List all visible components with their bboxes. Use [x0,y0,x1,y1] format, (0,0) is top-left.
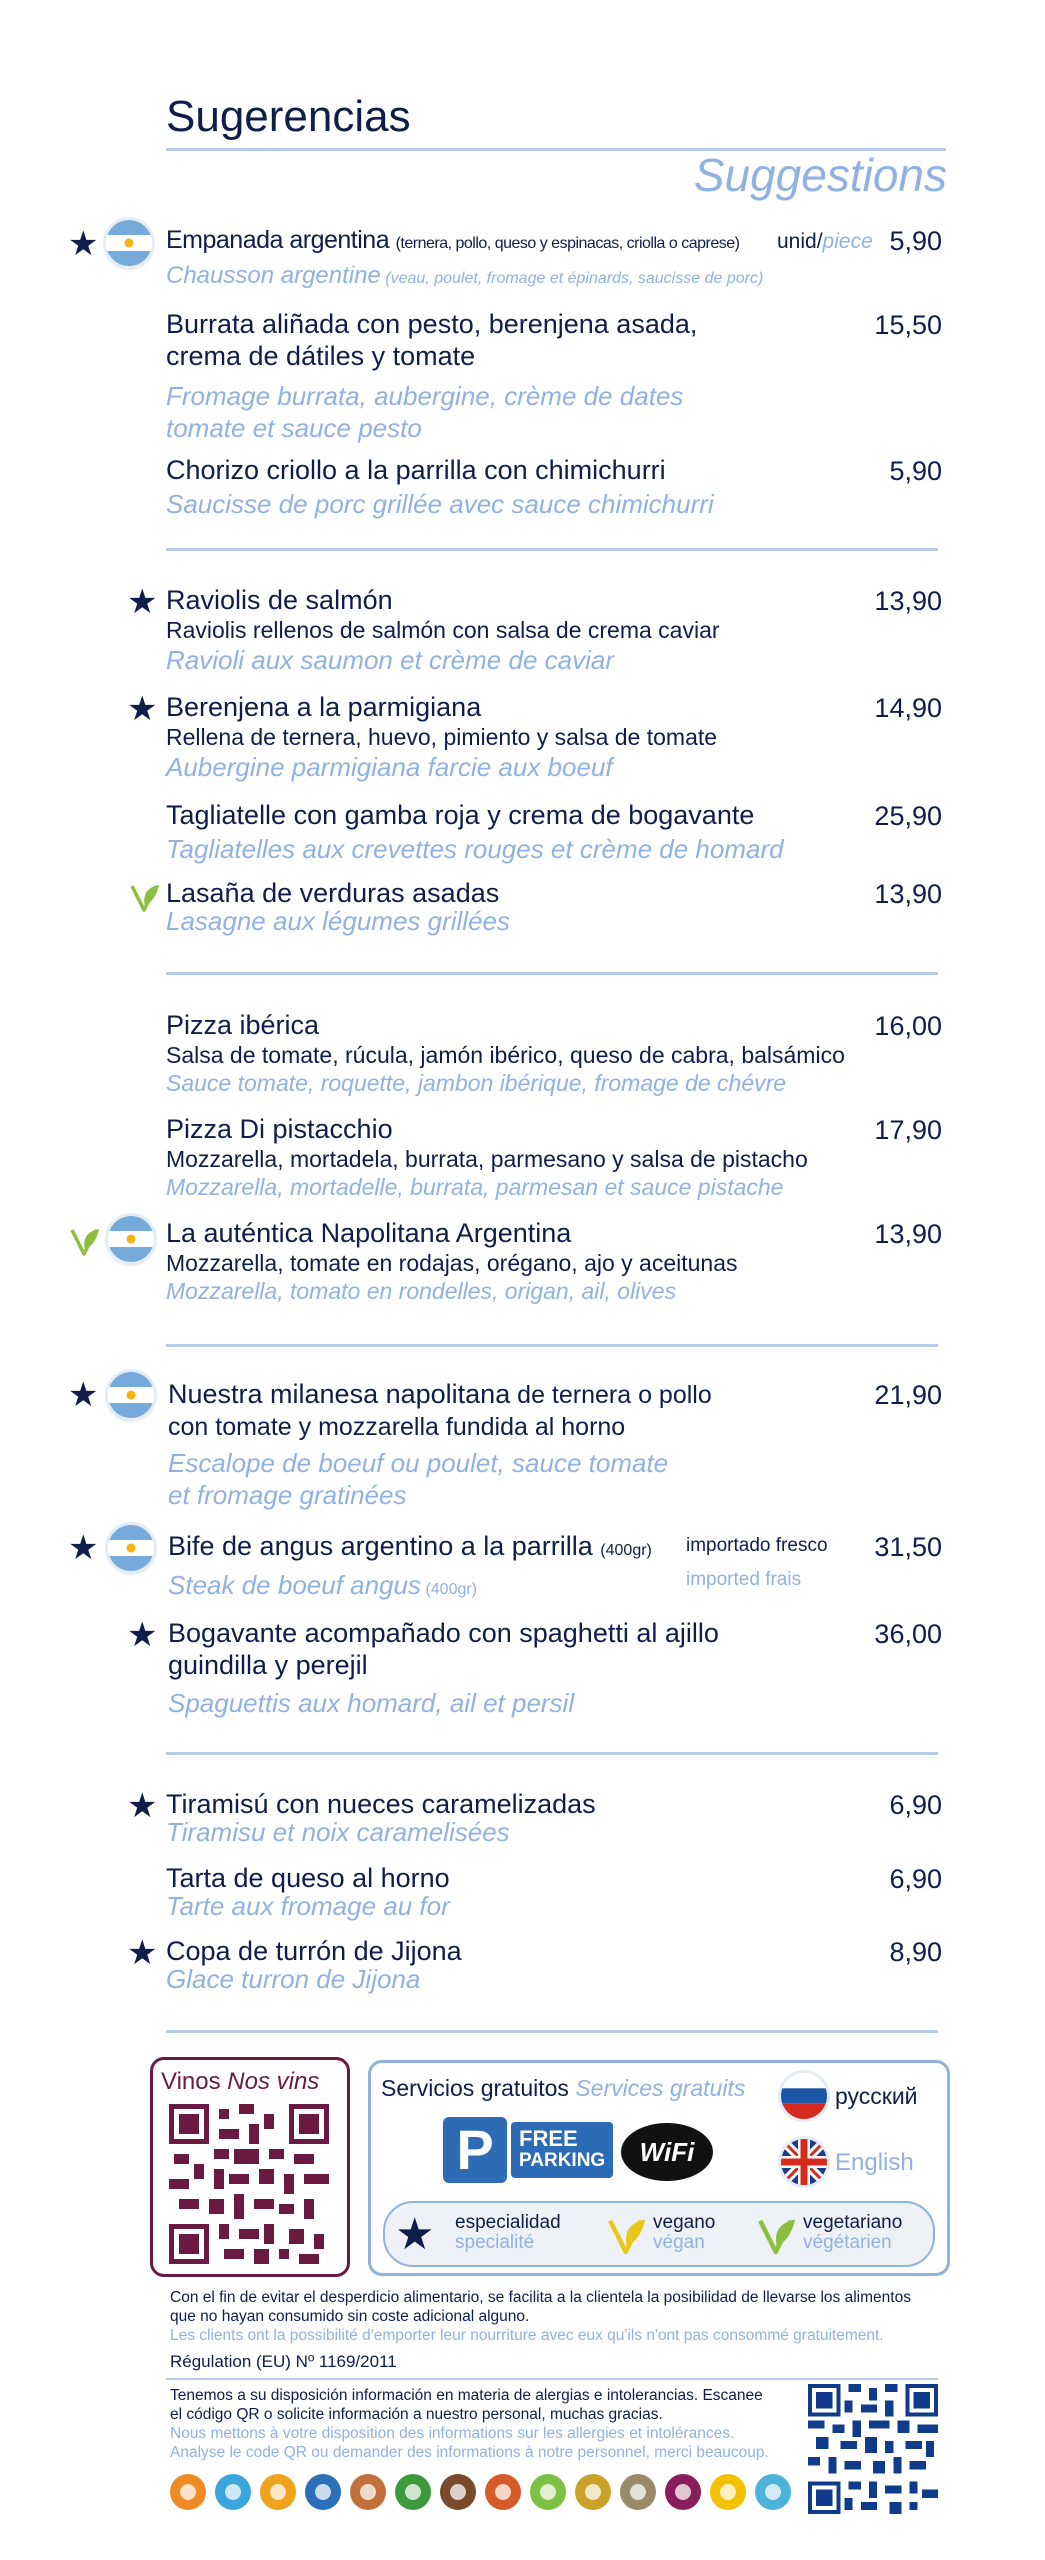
wines-label: Vinos Nos vins [161,2068,320,2095]
wifi-icon: WiFi [621,2123,713,2181]
sulphites-icon [665,2474,701,2510]
vegetarian-leaf-icon [128,880,162,919]
menu-item-pizza-iberica: Pizza ibérica Salsa de tomate, rúcula, jamón ibérico, queso de cabra, balsámico Sauce tomate, roquette, jambon ibérique, fromage de chévre [166,1010,845,1096]
menu-item-copa: Copa de turrón de Jijona Glace turron de Jijona [166,1936,462,1994]
item-price: 15,50 [874,310,942,340]
page-title: Sugerencias [166,92,411,141]
crustacean-icon [215,2474,251,2510]
argentina-flag-icon [108,1525,154,1571]
item-price: 8,90 [889,1937,942,1967]
menu-item-tagliatelle: Tagliatelle con gamba roja y crema de bogavante Tagliatelles aux crevettes rouges et crème de homard [166,800,784,864]
unit-label: unid/piece [777,230,873,253]
menu-item-napolitana: La auténtica Napolitana Argentina Mozzarella, tomate en rodajas, orégano, ajo y aceitunas Mozzarella, tomato en rondelles, origan, ail, olives [166,1218,738,1304]
item-detail: (ternera, pollo, queso y espinacas, criolla o caprese) [395,235,740,252]
egg-icon [260,2474,296,2510]
argentina-flag-icon [108,1216,154,1262]
menu-item-empanada [166,226,739,255]
item-price: 5,90 [889,456,942,486]
peanut-icon [350,2474,386,2510]
import-note-fr: imported frais [686,1569,802,1590]
item-price: 16,00 [874,1011,942,1041]
mustard-icon [575,2474,611,2510]
gluten-icon [170,2474,206,2510]
celery-icon [530,2474,566,2510]
specialty-star-icon: ★ [68,1529,99,1567]
soy-icon [395,2474,431,2510]
item-price: 25,90 [874,801,942,831]
allergy-notice: Tenemos a su disposición información en materia de alergias e intolerancias. Escanee el código QR o solicite información a nuestro personal, muchas gracias. Nous mettons à votre disposition des informations sur les allergies et intolérances. Analyse le code QR ou demander des informations à notre personnel, merci beaucoup. [170,2387,769,2461]
item-price: 13,90 [874,1219,942,1249]
food-waste-notice: Con el fin de evitar el desperdicio alimentario, se facilita a la clientela la posibilidad de llevarse los alimentos que no hayan consumido sin coste adicional alguno. Les clients ont la possibilité d'emporter leur nourriture avec eux qu'ils n'ont pas consommé gratuitement. [170,2289,911,2344]
wines-qr-box[interactable] [150,2057,350,2277]
sesame-icon [620,2474,656,2510]
item-french: Chausson argentine (veau, poulet, fromage et épinards, saucisse de porc) [166,262,764,289]
services-box [368,2060,950,2276]
section-divider [166,1752,938,1755]
specialty-star-icon: ★ [127,583,158,621]
section-divider [166,2030,938,2033]
item-price: 6,90 [889,1864,942,1894]
item-price: 21,90 [874,1380,942,1410]
argentina-flag-icon [108,1372,154,1418]
nuts-icon [485,2474,521,2510]
mollusc-icon [755,2474,791,2510]
regulation-label: Régulation (EU) Nº 1169/2011 [170,2352,397,2371]
menu-item-tarta: Tarta de queso al horno Tarte aux fromage au for [166,1863,450,1921]
menu-item-lasana: Lasaña de verduras asadas Lasagne aux légumes grillées [166,878,510,936]
section-divider [166,972,938,975]
specialty-star-icon: ★ [68,1376,99,1414]
legend-vegetariano: vegetariano végétarien [803,2212,903,2253]
menu-item-bife: Bife de angus argentino a la parrilla (400gr) Steak de boeuf angus (400gr) [168,1531,652,1600]
menu-item-burrata: Burrata aliñada con pesto, berenjena asada, crema de dátiles y tomate Fromage burrata, aubergine, crème de dates tomate et sauce pesto [166,309,698,443]
menu-item-pizza-pistacchio: Pizza Di pistacchio Mozzarella, mortadela, burrata, parmesano y salsa de pistacho Mozzarella, mortadelle, burrata, parmesan et sauce pistache [166,1114,808,1200]
specialty-star-icon: ★ [68,225,99,263]
argentina-flag-icon [106,220,152,266]
item-name: Empanada argentina [166,226,390,254]
wines-qr-code-icon[interactable] [169,2104,329,2269]
language-russian-link[interactable]: русский [835,2083,918,2109]
item-price: 31,50 [874,1532,942,1562]
menu-item-bogavante: Bogavante acompañado con spaghetti al ajillo guindilla y perejil Spaguettis aux homard, ail et persil [168,1618,719,1718]
divider [166,2378,938,2380]
language-english-link[interactable]: English [835,2149,914,2176]
specialty-star-icon: ★ [127,690,158,728]
specialty-star-icon: ★ [127,1934,158,1972]
specialty-star-icon: ★ [127,1616,158,1654]
legend-especialidad: especialidad specialité [455,2212,561,2253]
section-divider [166,548,938,551]
item-price: 13,90 [874,586,942,616]
legend-vegano: vegano végan [653,2212,716,2253]
menu-item-chorizo: Chorizo criollo a la parrilla con chimichurri Saucisse de porc grillée avec sauce chimichurri [166,455,714,519]
item-price: 13,90 [874,879,942,909]
item-price: 17,90 [874,1115,942,1145]
menu-item-milanesa: Nuestra milanesa napolitana de ternera o pollo con tomate y mozzarella fundida al horno Escalope de boeuf ou poulet, sauce tomate et fromage gratinées [168,1379,712,1510]
lupin-icon [710,2474,746,2510]
item-price: 14,90 [874,693,942,723]
allergens-qr-code-icon[interactable] [808,2384,938,2519]
section-divider [166,1344,938,1347]
free-parking-icon: P FREE PARKING [443,2117,613,2183]
vegan-leaf-icon [605,2213,649,2262]
vegetarian-leaf-icon [68,1224,102,1263]
menu-item-raviolis: Raviolis de salmón Raviolis rellenos de salmón con salsa de crema caviar Ravioli aux saumon et crème de caviar [166,585,720,675]
item-price: 5,90 [889,226,942,256]
russia-flag-icon[interactable] [781,2073,827,2119]
allergen-icons-row [170,2474,810,2514]
menu-item-berenjena: Berenjena a la parmigiana Rellena de ternera, huevo, pimiento y salsa de tomate Aubergine parmigiana farcie aux boeuf [166,692,718,782]
specialty-star-icon: ★ [127,1787,158,1825]
legend-box [383,2201,935,2267]
fish-icon [305,2474,341,2510]
specialty-star-icon: ★ [395,2210,435,2259]
uk-flag-icon[interactable] [781,2139,827,2185]
page-subtitle: Suggestions [693,149,947,201]
import-note: importado fresco [686,1535,828,1556]
services-label: Servicios gratuitos Services gratuits [381,2075,746,2101]
item-price: 36,00 [874,1619,942,1649]
menu-item-tiramisu: Tiramisú con nueces caramelizadas Tiramisu et noix caramelisées [166,1789,596,1847]
item-price: 6,90 [889,1790,942,1820]
vegetarian-leaf-icon [755,2213,799,2262]
milk-icon [440,2474,476,2510]
